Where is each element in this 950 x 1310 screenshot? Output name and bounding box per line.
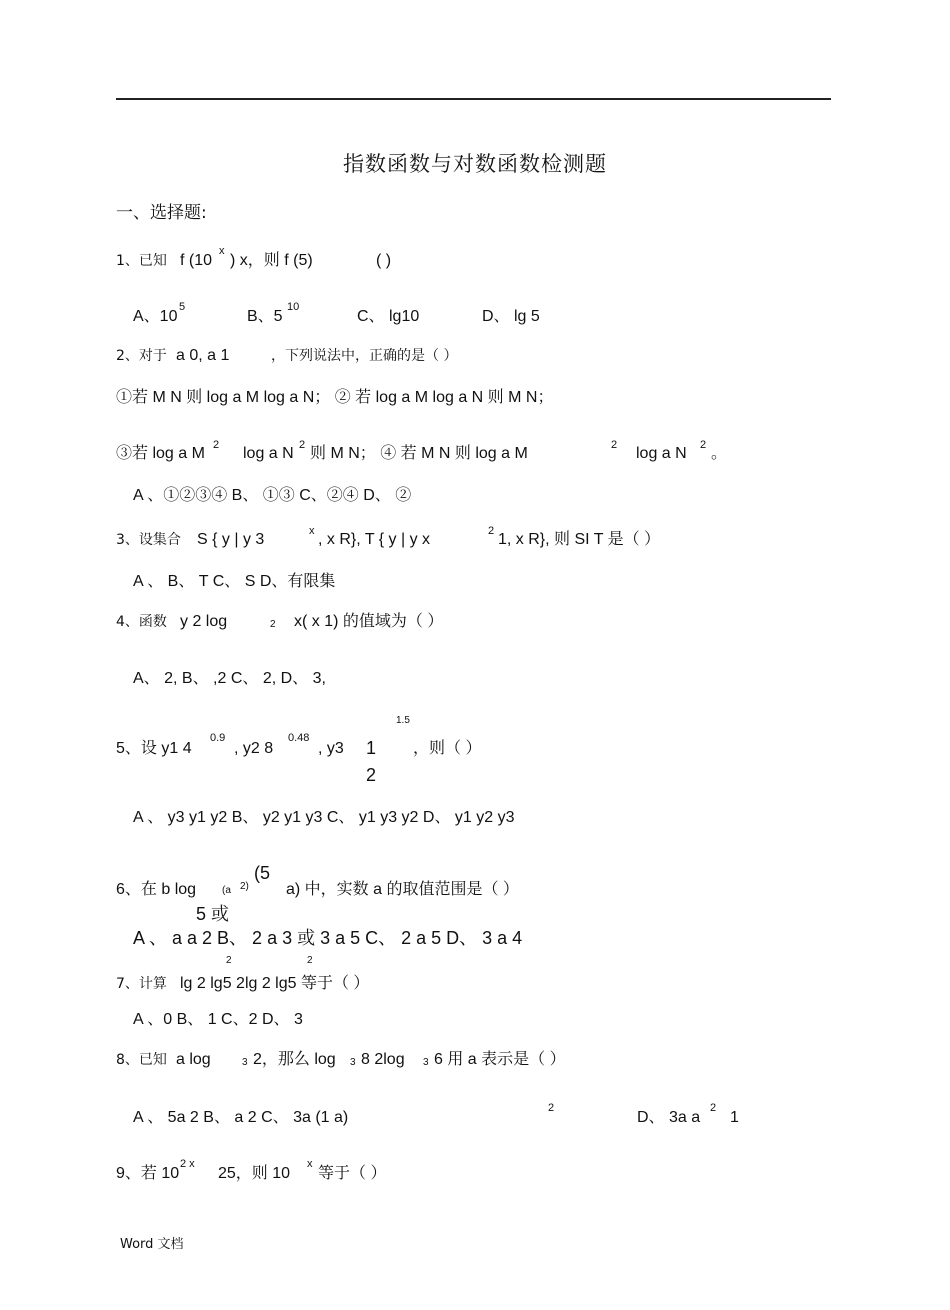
text-fragment-q3b: S { y | y 3 xyxy=(197,531,265,548)
text-fragment-q5b: 0.9 xyxy=(210,732,226,744)
text-fragment-q6a: 6、在 b log xyxy=(116,881,197,898)
text-fragment-q9e: 等于（ ） xyxy=(318,1165,387,1182)
text-fragment-q8Ds: 2 xyxy=(710,1102,717,1114)
text-fragment-q9a: 9、若 10 xyxy=(116,1165,180,1182)
text-fragment-q9d: x xyxy=(307,1158,313,1170)
text-fragment-q1D: D、 lg 5 xyxy=(482,308,540,325)
text-fragment-q8f: 8 2log xyxy=(361,1051,405,1068)
text-fragment-q1d: ) x，则 f (5) xyxy=(230,252,313,269)
text-fragment-q7a: 7、计算 xyxy=(116,976,167,992)
text-fragment-q6b: (a xyxy=(222,885,231,896)
text-fragment-q1e: ( ) xyxy=(376,252,392,269)
section-heading: 一、选择题: xyxy=(116,203,207,223)
text-fragment-q5top: 1.5 xyxy=(396,715,410,726)
text-fragment-q1B: B、5 xyxy=(247,308,283,325)
text-fragment-q2opts: A 、①②③④ B、 ①③ C、②④ D、 ② xyxy=(133,487,412,504)
text-fragment-q8c: 3 xyxy=(242,1057,248,1068)
text-fragment-q8h: 6 用 a 表示是（ ） xyxy=(434,1051,566,1068)
text-fragment-q8d: 2，那么 log xyxy=(253,1051,336,1068)
text-fragment-q2b: a 0, a 1 xyxy=(176,347,230,364)
text-fragment-q2l2a: ③若 log a M xyxy=(116,445,205,462)
text-fragment-q8b: a log xyxy=(176,1051,211,1068)
text-fragment-q6bot: 5 或 xyxy=(196,904,230,924)
text-fragment-q8a: 8、已知 xyxy=(116,1052,167,1068)
footer-label: Word 文档 xyxy=(120,1237,184,1252)
text-fragment-q2l2e: 则 M N； ④ 若 M N 则 log a M xyxy=(310,445,528,462)
text-fragment-q7opts: A 、0 B、 1 C、2 D、 3 xyxy=(133,1011,303,1028)
text-fragment-q4d: x( x 1) 的值域为（ ） xyxy=(294,613,444,630)
text-fragment-q3e: 2 xyxy=(488,525,495,537)
text-fragment-q6opts: A 、 a a 2 B、 2 a 3 或 3 a 5 C、 2 a 5 D、 3 a 4 xyxy=(133,928,523,948)
header-rule xyxy=(116,98,831,100)
text-fragment-q6t1: 2 xyxy=(226,955,232,966)
text-fragment-q1A: A、10 xyxy=(133,308,178,325)
text-fragment-q8As: 2 xyxy=(548,1102,555,1114)
text-fragment-q9c: 25，则 10 xyxy=(218,1165,291,1182)
text-fragment-q8A: A 、 5a 2 B、 a 2 C、 3a (1 a) xyxy=(133,1109,349,1126)
text-fragment-q5f: 1 xyxy=(366,738,377,758)
text-fragment-q4c: 2 xyxy=(270,619,276,630)
text-fragment-q6top: (5 xyxy=(254,863,271,883)
text-fragment-q8g: 3 xyxy=(423,1057,429,1068)
text-fragment-q5c: , y2 8 xyxy=(234,740,274,757)
text-fragment-q2l2d: 2 xyxy=(299,439,306,451)
text-fragment-q1Bs: 10 xyxy=(287,301,300,313)
text-fragment-q7b: lg 2 lg5 2lg 2 lg5 等于（ ） xyxy=(180,975,370,992)
text-fragment-q2l2c: log a N xyxy=(243,445,294,462)
text-fragment-q6d: a) 中，实数 a 的取值范围是（ ） xyxy=(286,881,519,898)
text-fragment-q2l2g: log a N xyxy=(636,445,687,462)
text-fragment-q2l2f: 2 xyxy=(611,439,618,451)
text-fragment-q1As: 5 xyxy=(179,301,186,313)
text-fragment-q1c: x xyxy=(219,245,225,257)
text-fragment-q2a: 2、对于 xyxy=(116,348,167,364)
text-fragment-q5h: ，则（ ） xyxy=(413,740,482,757)
text-fragment-q4opts: A、 2, B、 ,2 C、 2, D、 3, xyxy=(133,670,326,687)
text-fragment-q3a: 3、设集合 xyxy=(116,532,181,548)
text-fragment-q9b: 2 x xyxy=(180,1158,195,1170)
text-fragment-q1C: C、 lg10 xyxy=(357,308,420,325)
text-fragment-q8De: 1 xyxy=(730,1109,739,1126)
text-fragment-q5a: 5、设 y1 4 xyxy=(116,740,192,757)
text-fragment-q2l2b: 2 xyxy=(213,439,220,451)
text-fragment-q5opts: A 、 y3 y1 y2 B、 y2 y1 y3 C、 y1 y3 y2 D、 y1 y2 y3 xyxy=(133,809,515,826)
text-fragment-q3opts: A 、 B、 T C、 S D、有限集 xyxy=(133,573,336,590)
text-fragment-q1a: 1、已知 xyxy=(116,253,167,269)
page-title: 指数函数与对数函数检测题 xyxy=(343,152,607,176)
text-fragment-q8e: 3 xyxy=(350,1057,356,1068)
text-fragment-q5e: , y3 xyxy=(318,740,344,757)
text-fragment-q2c: ，下列说法中，正确的是（ ） xyxy=(271,348,458,364)
text-fragment-q2l1: ①若 M N 则 log a M log a N； ② 若 log a M log a N 则 M N； xyxy=(116,389,554,406)
text-fragment-q3d: , x R}, T { y | y x xyxy=(318,531,431,548)
text-fragment-q5d: 0.48 xyxy=(288,732,310,744)
text-fragment-q3c: x xyxy=(309,525,315,537)
text-fragment-q1b: f (10 xyxy=(180,252,213,269)
text-fragment-q8D: D、 3a a xyxy=(637,1109,701,1126)
text-fragment-q4a: 4、函数 xyxy=(116,614,167,630)
text-fragment-q6t2: 2 xyxy=(307,955,313,966)
text-fragment-q5g: 2 xyxy=(366,765,377,785)
text-fragment-q2l2h: 2 xyxy=(700,439,707,451)
text-fragment-q3f: 1, x R}, 则 SI T 是（ ） xyxy=(498,531,661,548)
text-fragment-q2l2i: 。 xyxy=(711,445,728,462)
text-fragment-q6c: 2) xyxy=(240,881,249,892)
text-fragment-q4b: y 2 log xyxy=(180,613,228,630)
